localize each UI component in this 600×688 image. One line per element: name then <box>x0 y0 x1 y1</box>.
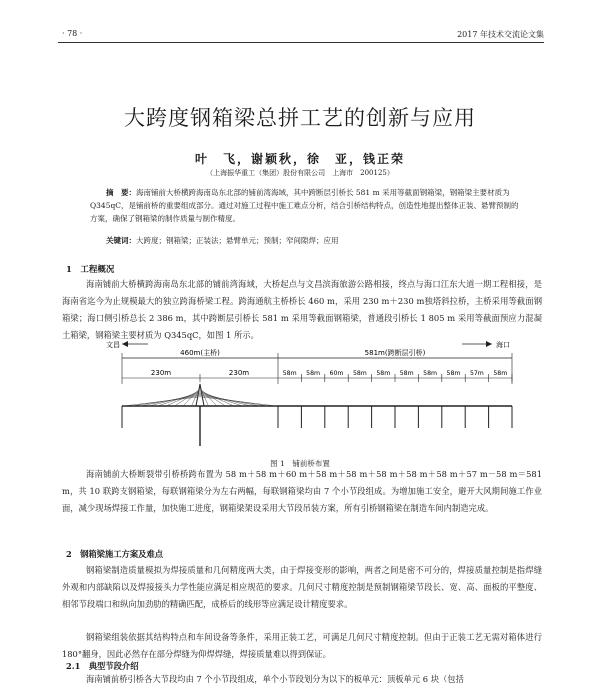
affiliation: （上海振华重工（集团）股份有限公司 上海市 200125） <box>206 169 394 177</box>
cable-stay-pylon <box>124 384 277 446</box>
authors: 叶 飞，谢颖秋，徐 亚，钱正荣 <box>194 152 405 166</box>
span-approach-5: 58m <box>376 370 391 377</box>
span-approach-8: 58m <box>446 370 461 377</box>
section-1-heading: 1 工程概况 <box>66 265 115 275</box>
section-2-paragraph-1: 钢箱梁制造质量模拟为焊接质量和几何精度两大类，由于焊接变形的影响，两者之间是密不可分的，焊接质量控制是指焊缝外观和内部缺陷以及焊接接头力学性能应满足相应规范的要求。几何尺寸精度控制是预制钢箱梁节段长、宽、高、面板的平整度、相邻节段端口和纵向加劲肋的精确匹配，成桥后的线形等应满足设计精度要求。 <box>62 565 542 609</box>
section-2-paragraph-2: 钢箱梁组装依据其结构特点和车间设备等条件，采用正装工艺，可满足几何尺寸精度控制。但由于正装工艺无需对箱体进行 180°翻身，因此必然存在部分焊缝为仰焊焊缝，焊接质量难以得到保证。 <box>62 632 542 659</box>
span-approach-10: 58m <box>493 370 508 377</box>
paper-title: 大跨度钢箱梁总拼工艺的创新与应用 <box>124 106 476 130</box>
span-main-2: 230m <box>228 369 250 377</box>
abstract-text: 海南铺前大桥横跨海南岛东北部的铺前湾海域，其中跨断层引桥长 581 m 采用等截面钢箱梁，钢箱梁主要材质为 Q345qC，是铺前桥的重要组成部分。通过对施工过程中施工难点分析，结合引桥结构特点，创造性地提出整体正装、悬臂预制的方案，确保了钢箱梁的制作质量与制作精度。 <box>90 188 519 223</box>
figure-caption: 图 1 铺前桥布置 <box>270 459 330 468</box>
page-number: · 78 · <box>62 29 83 38</box>
span-approach-2: 58m <box>306 370 321 377</box>
running-header <box>58 28 544 43</box>
abstract <box>90 186 520 225</box>
span-approach-6: 58m <box>399 370 414 377</box>
dim-main: 460m(主桥) <box>180 349 220 357</box>
label-right: 海口 <box>496 341 510 349</box>
paragraph-2: 海南铺前大桥断裂带引桥桥跨布置为 58 m＋58 m＋60 m＋58 m＋58 m＋58 m＋58 m＋58 m＋57 m－58 m＝581 m，共 10 联跨支钢箱梁，每联钢箱梁分为左右两幅，每联钢箱梁均由 7 个小节段组成。为增加施工安全，避开大风期间施工作业面，减少现场焊接工作量，加快施工进度，钢箱梁架设采用大节段吊装方案，所有引桥钢箱梁在制造车间内制造完成。 <box>62 469 542 513</box>
abstract-label: 摘 要： <box>106 188 136 197</box>
keywords <box>106 235 520 246</box>
bridge-layout-figure <box>100 336 520 451</box>
span-main-1: 230m <box>150 369 172 377</box>
section-1-paragraph: 海南铺前大桥横跨海南岛东北部的铺前湾海域，大桥起点与文昌滨海旅游公路相接，终点与海口江东大道一期工程相接，是海南省迄今为止规模最大的独立跨海桥梁工程。跨海通航主桥桥长 460 m，采用 230 m＋230 m独塔斜拉桥，主桥采用等截面钢箱梁；海口侧引桥总长 2 386 m，其中跨断层引桥长 581 m 采用等截面钢箱梁，普通段引桥长 1 805 m 采用等截面预应力混凝土箱梁，钢箱梁主要材质为 Q345qC，如图 1 所示。 <box>62 279 542 340</box>
label-left: 文昌 <box>106 341 120 349</box>
span-approach-7: 58m <box>423 370 438 377</box>
span-approach-4: 58m <box>352 370 367 377</box>
keywords-text: 大跨度；钢箱梁；正装法；悬臂单元；预制；窄间隙焊；应用 <box>136 236 339 245</box>
journal-title: 2017 年技术交流论文集 <box>457 30 544 39</box>
section-2-1-paragraph: 海南铺前桥引桥各大节段均由 7 个小节段组成，单个小节段划分为以下的板单元：顶板单元 6 块（包括 <box>86 674 464 684</box>
span-approach-1: 58m <box>282 370 297 377</box>
span-approach-9: 57m <box>469 370 484 377</box>
dim-approach: 581m(跨断层引桥) <box>364 349 426 357</box>
keywords-label: 关键词： <box>106 236 136 245</box>
section-2-1-heading: 2.1 典型节段介绍 <box>66 661 139 671</box>
section-2-heading: 2 钢箱梁施工方案及难点 <box>66 549 164 559</box>
span-approach-3: 60m <box>329 370 344 377</box>
